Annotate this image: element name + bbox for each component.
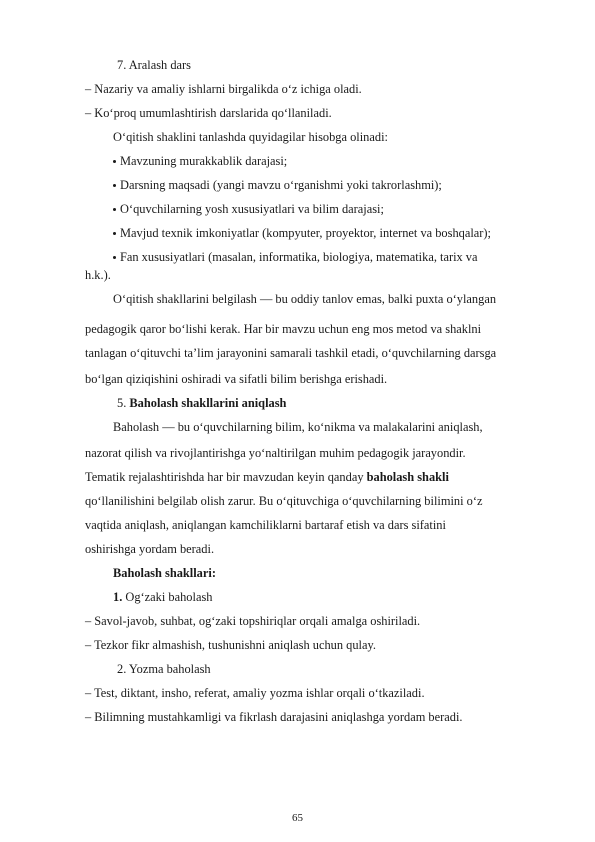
- list-item: – Tezkor fikr almashish, tushunishni aniqlash uchun qulay.: [85, 638, 376, 652]
- paragraph-line: Baholash — bu o‘quvchilarning bilim, ko‘nikma va malakalarini aniqlash,: [113, 420, 483, 434]
- list-item: – Bilimning mustahkamligi va fikrlash darajasini aniqlashga yordam beradi.: [85, 710, 463, 724]
- forms-heading: Baholash shakllari:: [113, 566, 216, 580]
- section-5-heading: 5. Baholash shakllarini aniqlash: [117, 396, 287, 410]
- bullet-item: Darsning maqsadi (yangi mavzu o‘rganishmi yoki takrorlashmi);: [113, 178, 442, 192]
- bullet-icon: [113, 184, 116, 187]
- paragraph-line: oshirishga yordam beradi.: [85, 542, 215, 556]
- oral-assessment-heading: 1. Og‘zaki baholash: [113, 590, 213, 604]
- bullet-icon: [113, 160, 116, 163]
- bullet-icon: [113, 232, 116, 235]
- paragraph-line: vaqtida aniqlash, aniqlangan kamchiliklarni bartaraf etish va dars sifatini: [85, 518, 446, 532]
- text-line: – Nazariy va amaliy ishlarni birgalikda o‘z ichiga oladi.: [85, 82, 362, 96]
- paragraph-line: nazorat qilish va rivojlantirishga yo‘naltirilgan muhim pedagogik jarayondir.: [85, 446, 466, 460]
- section-7-heading: 7. Aralash dars: [117, 58, 191, 72]
- bullet-icon: [113, 256, 116, 259]
- paragraph-line: Tematik rejalashtirishda har bir mavzudan keyin qanday baholash shakli: [85, 470, 449, 484]
- bullet-item: Mavzuning murakkablik darajasi;: [113, 154, 287, 168]
- paragraph-line: pedagogik qaror bo‘lishi kerak. Har bir mavzu uchun eng mos metod va shaklni: [85, 322, 482, 336]
- page-number: 65: [292, 812, 303, 824]
- paragraph-line: bo‘lgan qiziqishini oshiradi va sifatli bilim berishga erishadi.: [85, 372, 388, 386]
- list-item: – Savol-javob, suhbat, og‘zaki topshiriqlar orqali amalga oshiriladi.: [85, 614, 421, 628]
- list-item: – Test, diktant, insho, referat, amaliy yozma ishlar orqali o‘tkaziladi.: [85, 686, 425, 700]
- bullet-icon: [113, 208, 116, 211]
- bullet-item: Mavjud texnik imkoniyatlar (kompyuter, proyektor, internet va boshqalar);: [113, 226, 491, 240]
- bullet-item: O‘quvchilarning yosh xususiyatlari va bilim darajasi;: [113, 202, 384, 216]
- bullet-continuation: h.k.).: [85, 268, 111, 282]
- bullet-item: Fan xususiyatlari (masalan, informatika, biologiya, matematika, tarix va: [113, 250, 478, 264]
- text-line: O‘qitish shaklini tanlashda quyidagilar hisobga olinadi:: [113, 130, 388, 144]
- paragraph-line: qo‘llanilishini belgilab olish zarur. Bu o‘qituvchiga o‘quvchilarning bilimini o‘z: [85, 494, 483, 508]
- text-line: – Ko‘proq umumlashtirish darslarida qo‘llaniladi.: [85, 106, 332, 120]
- paragraph-line: tanlagan o‘qituvchi ta’lim jarayonini samarali tashkil etadi, o‘quvchilarning darsga: [85, 346, 497, 360]
- written-assessment-heading: 2. Yozma baholash: [117, 662, 211, 676]
- paragraph-line: O‘qitish shakllarini belgilash — bu oddiy tanlov emas, balki puxta o‘ylangan: [113, 292, 497, 306]
